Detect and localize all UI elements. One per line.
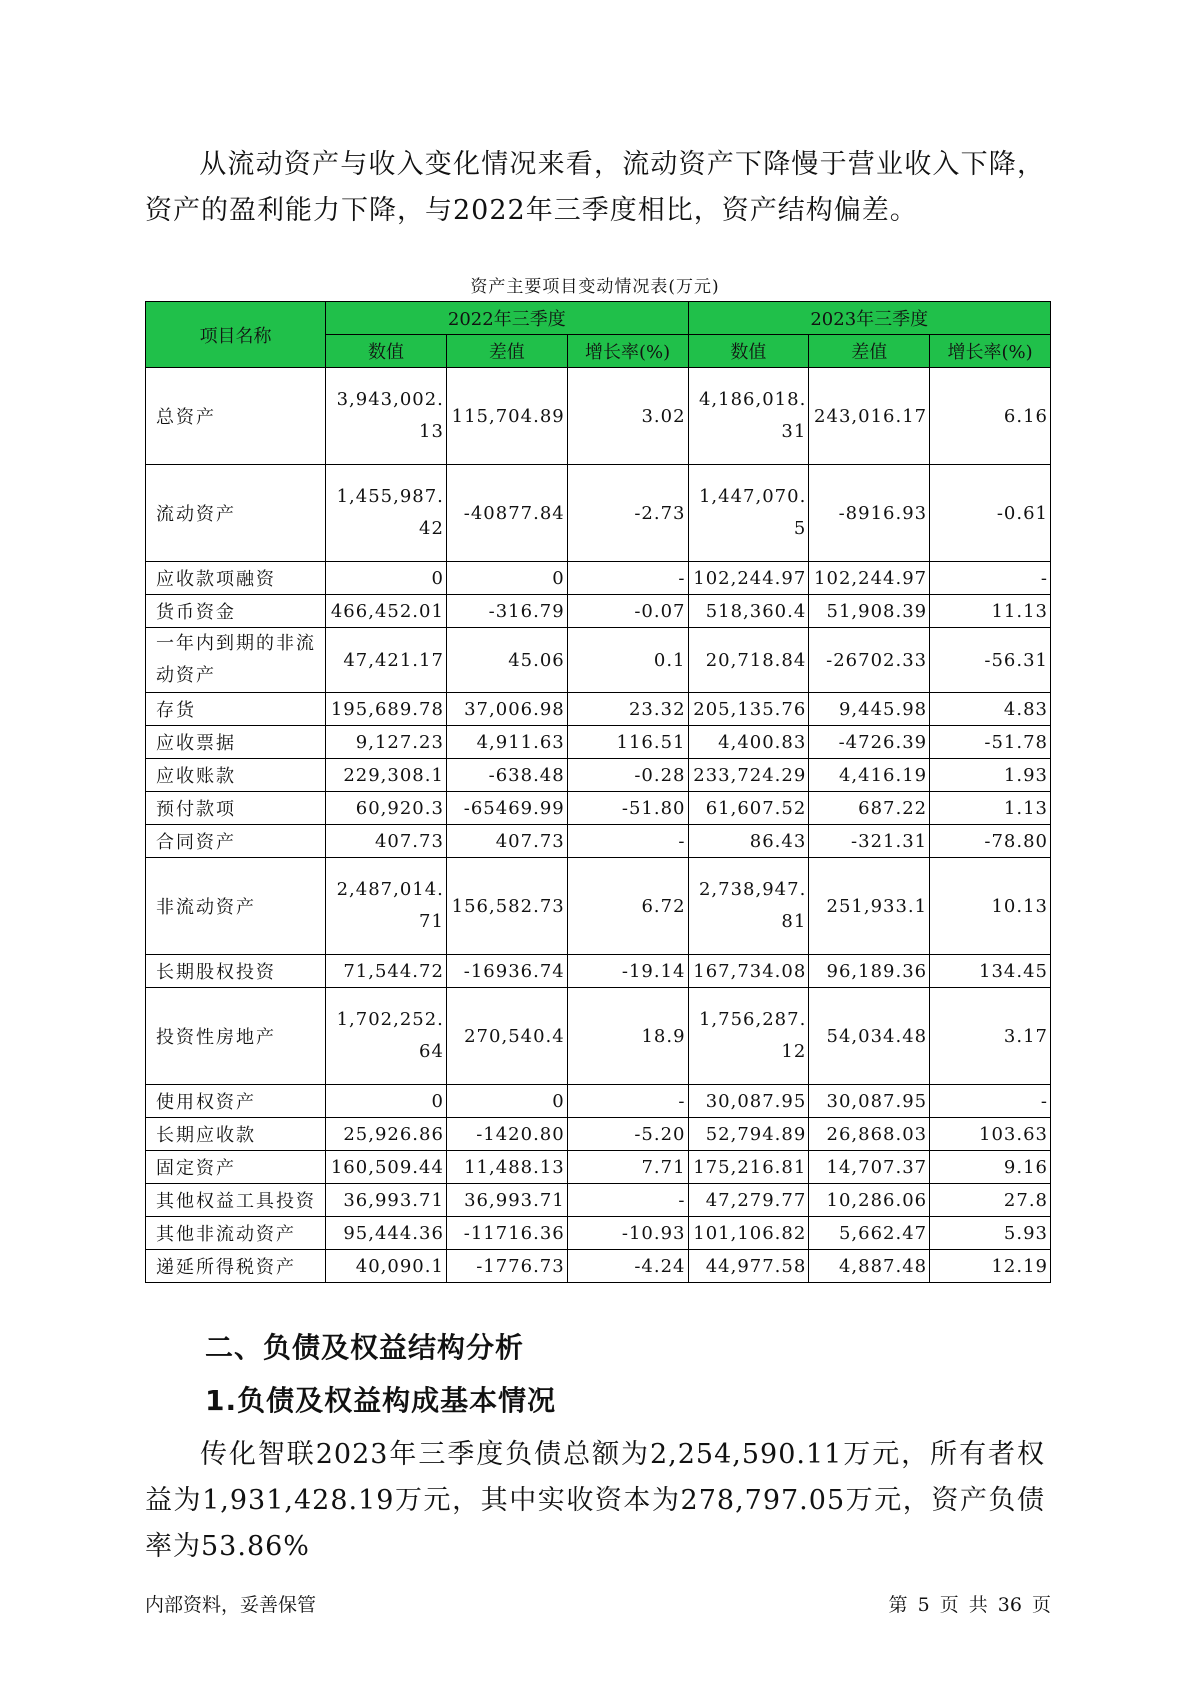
header-period-2023: 2023年三季度 — [688, 302, 1050, 335]
table-row: 使用权资产 0 0 - 30,087.95 30,087.95 - — [146, 1085, 1051, 1118]
header-value-2022: 数值 — [326, 335, 447, 368]
table-row: 流动资产 1,455,987.42 -40877.84 -2.73 1,447,070.5 -8916.93 -0.61 — [146, 465, 1051, 562]
table-row: 总资产 3,943,002.13 115,704.89 3.02 4,186,018.31 243,016.17 6.16 — [146, 368, 1051, 465]
table-row: 预付款项 60,920.3 -65469.99 -51.80 61,607.52 687.22 1.13 — [146, 792, 1051, 825]
header-item-name: 项目名称 — [146, 302, 326, 368]
subsection-heading: 1.负债及权益构成基本情况 — [205, 1384, 557, 1417]
body-paragraph: 传化智联2023年三季度负债总额为2,254,590.11万元，所有者权益为1,931,428.19万元，其中实收资本为278,797.05万元，资产负债率为53.86% — [145, 1439, 1045, 1562]
table-row: 其他非流动资产 95,444.36 -11716.36 -10.93 101,106.82 5,662.47 5.93 — [146, 1217, 1051, 1250]
section-heading: 二、负债及权益结构分析 — [205, 1331, 525, 1364]
header-rate-2023: 增长率(%) — [930, 335, 1051, 368]
table-row: 一年内到期的非流动资产 47,421.17 45.06 0.1 20,718.84 -26702.33 -56.31 — [146, 628, 1051, 693]
intro-paragraph: 从流动资产与收入变化情况来看，流动资产下降慢于营业收入下降，资产的盈利能力下降，与2022年三季度相比，资产结构偏差。 — [145, 149, 1045, 226]
table-row: 投资性房地产 1,702,252.64 270,540.4 18.9 1,756,287.12 54,034.48 3.17 — [146, 988, 1051, 1085]
header-period-2022: 2022年三季度 — [326, 302, 688, 335]
table-row: 合同资产 407.73 407.73 - 86.43 -321.31 -78.80 — [146, 825, 1051, 858]
table-row: 其他权益工具投资 36,993.71 36,993.71 - 47,279.77 10,286.06 27.8 — [146, 1184, 1051, 1217]
table-row: 长期股权投资 71,544.72 -16936.74 -19.14 167,734.08 96,189.36 134.45 — [146, 955, 1051, 988]
header-diff-2022: 差值 — [446, 335, 567, 368]
header-rate-2022: 增长率(%) — [567, 335, 688, 368]
table-row: 递延所得税资产 40,090.1 -1776.73 -4.24 44,977.58 4,887.48 12.19 — [146, 1250, 1051, 1283]
table-row: 应收票据 9,127.23 4,911.63 116.51 4,400.83 -4726.39 -51.78 — [146, 726, 1051, 759]
table-row: 应收款项融资 0 0 - 102,244.97 102,244.97 - — [146, 562, 1051, 595]
footer-page-number: 第 5 页 共 36 页 — [888, 1594, 1051, 1616]
header-diff-2023: 差值 — [809, 335, 930, 368]
table-row: 货币资金 466,452.01 -316.79 -0.07 518,360.4 51,908.39 11.13 — [146, 595, 1051, 628]
table-row: 非流动资产 2,487,014.71 156,582.73 6.72 2,738,947.81 251,933.1 10.13 — [146, 858, 1051, 955]
table-caption: 资产主要项目变动情况表(万元) — [470, 277, 720, 297]
table-row: 存货 195,689.78 37,006.98 23.32 205,135.76 9,445.98 4.83 — [146, 693, 1051, 726]
table-body — [146, 368, 1051, 1283]
table-row: 长期应收款 25,926.86 -1420.80 -5.20 52,794.89 26,868.03 103.63 — [146, 1118, 1051, 1151]
footer-confidential-note: 内部资料，妥善保管 — [145, 1594, 317, 1616]
table-row: 固定资产 160,509.44 11,488.13 7.71 175,216.81 14,707.37 9.16 — [146, 1151, 1051, 1184]
asset-change-table — [145, 301, 1051, 1283]
header-value-2023: 数值 — [688, 335, 809, 368]
table-row: 应收账款 229,308.1 -638.48 -0.28 233,724.29 4,416.19 1.93 — [146, 759, 1051, 792]
